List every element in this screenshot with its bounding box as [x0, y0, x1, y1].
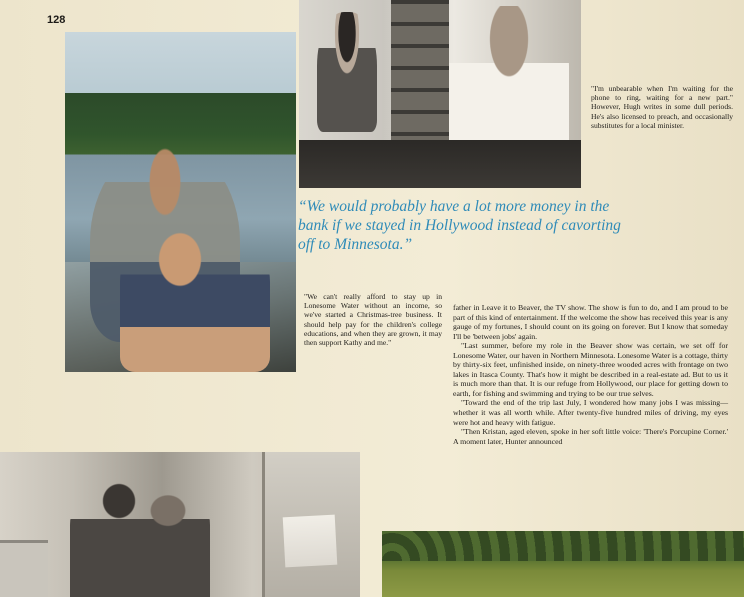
bookshelf [391, 0, 449, 140]
photo-father-son-fishing [65, 32, 296, 372]
appliance [0, 540, 48, 597]
tree-line [382, 531, 744, 561]
caption-fishing-photo: "We can't really afford to stay up in Lonesome Water without an income, so we've started a Christmas-tree business. It should help pay for the children's college educations, and when they are grown, it may then support Kathy and me." [304, 292, 442, 348]
desk [299, 140, 581, 188]
photo-family-kitchen [0, 452, 360, 597]
pull-quote: “We would probably have a lot more money in the bank if we stayed in Hollywood instead of cavorting off to Minnesota.” [298, 198, 621, 253]
body-paragraph: "Then Kristan, aged eleven, spoke in her soft little voice: 'There's Porcupine Corner.' A moment later, Hunter announced [453, 427, 728, 446]
photo-man-on-phone [299, 0, 581, 188]
caption-phone-photo: "I'm unbearable when I'm waiting for the phone to ring, waiting for a new part." However, Hugh writes in some dull periods. He's also licensed to preach, and occasionally substitutes for a local minister. [591, 84, 733, 130]
family-figures [70, 477, 210, 597]
article-body [453, 303, 728, 446]
pinned-notes [283, 515, 338, 568]
body-paragraph: "Last summer, before my role in the Beaver show was certain, we set off for Lonesome Water, our haven in Northern Minnesota. Lonesome Water is a cottage, thirty by thirty-six feet, unfinished inside, on ninety-three wooded acres with frontage on two lakes in Itasca County. That's how it might be described in a real-estate ad. But to us it is much more than that. It is our refuge from Hollywood, our place for getting down to earth, for fishing and swimming and trying to be our true selves. [453, 341, 728, 398]
son-figure [120, 222, 270, 372]
man-figure [449, 6, 569, 156]
body-paragraph: father in Leave it to Beaver, the TV show. The show is fun to do, and I am proud to be part of this kind of entertainment. If the welcome the show has received this year is any gauge of my fortunes, I should count on its going on forever. But I know that someday I'll be 'between jobs' again. [453, 303, 728, 341]
page-number: 128 [47, 14, 66, 26]
woman-figure [317, 12, 377, 132]
body-paragraph: "Toward the end of the trip last July, I wondered how many jobs I was missing—whether it was all worth while. After twenty-five hundred miles of driving, my eyes were hot and heavy with fatigue. [453, 398, 728, 427]
photo-landscape [382, 531, 744, 597]
